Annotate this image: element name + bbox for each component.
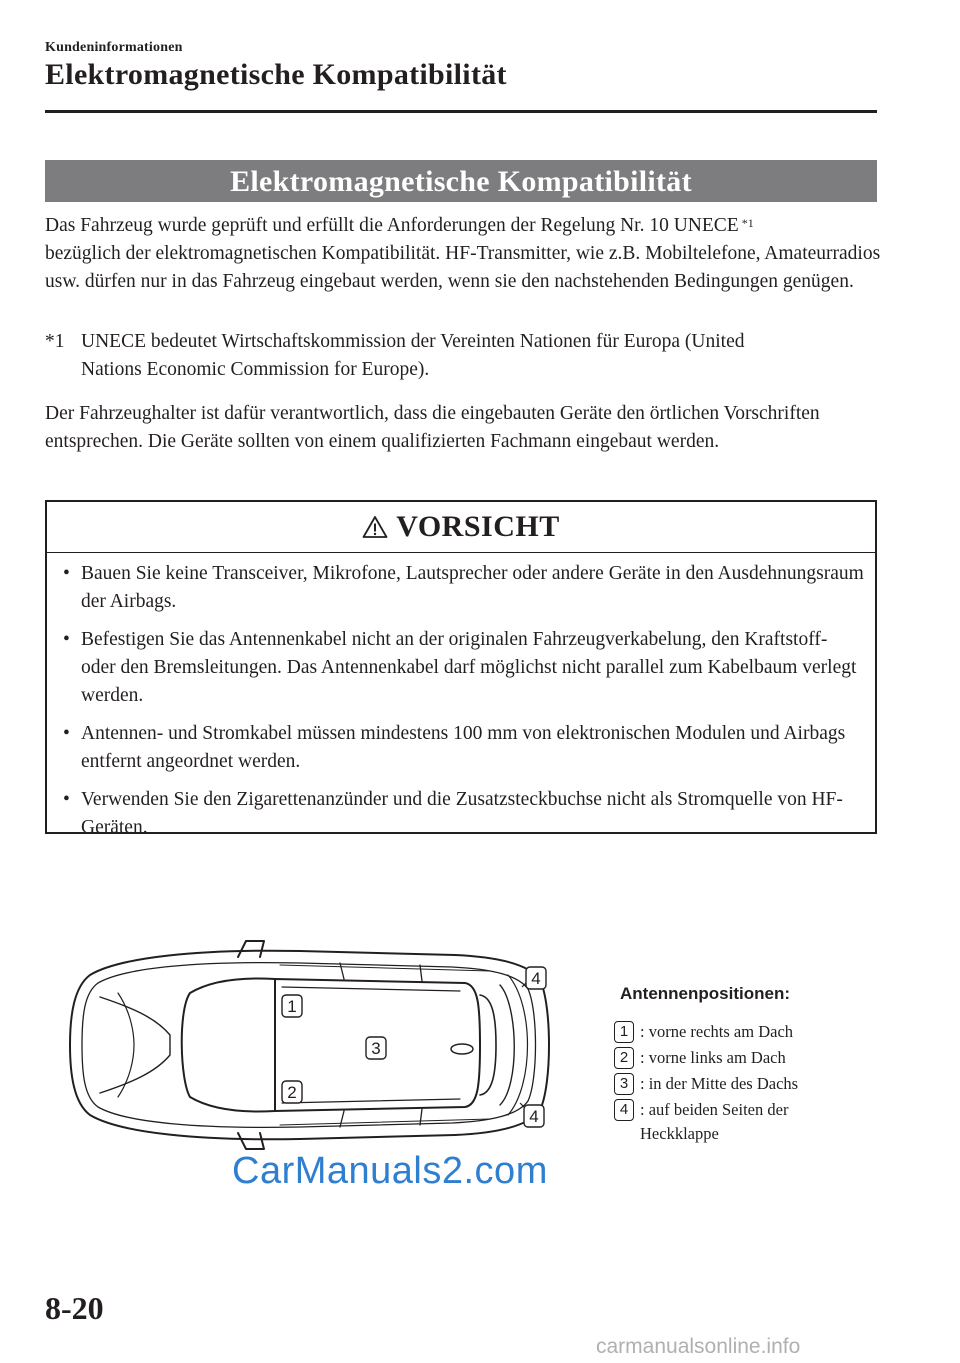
intro-text: Das Fahrzeug wurde geprüft und erfüllt die Anforderungen der Regelung Nr. 10 UNECE (45, 215, 739, 236)
legend-number: 4 (614, 1099, 634, 1121)
running-header-section: Kundeninformationen (45, 40, 183, 55)
legend-text: : vorne links am Dach (640, 1048, 786, 1067)
owner-responsibility-paragraph: Der Fahrzeughalter ist dafür verantwortlich, dass die eingebauten Geräte den örtlichen Vorschriften entsprechen. Die Geräte sollten von einem qualifizierten Fachmann eingebaut werden. (45, 403, 820, 452)
caution-item (47, 626, 875, 710)
side-mirror-right (238, 941, 264, 957)
bullet: • (63, 629, 70, 650)
legend-number: 2 (614, 1047, 634, 1069)
footnote-line-2: Nations Economic Commission for Europe). (81, 359, 430, 380)
shark-fin-antenna (451, 1044, 473, 1054)
legend-item (614, 1098, 894, 1146)
marker-2-label: 2 (287, 1083, 297, 1102)
bullet: • (63, 563, 70, 584)
legend-text: : vorne rechts am Dach (640, 1022, 794, 1041)
caution-list (47, 560, 875, 852)
caution-header (47, 502, 875, 553)
legend-text: : in der Mitte des Dachs (640, 1074, 799, 1093)
footnote-marker: *1 (45, 331, 65, 352)
caution-item (47, 720, 875, 776)
side-mirror-left (238, 1133, 264, 1149)
legend-title: Antennenpositionen: (620, 984, 790, 1003)
intro-text-continued: bezüglich der elektromagnetischen Kompatibilität. HF-Transmitter, wie z.B. Mobiltelefone, Amateurradios usw. dürfen nur in das Fahrzeug eingebaut werden, wenn sie den nachstehenden Bedingungen genügen. (45, 243, 881, 292)
antenna-legend (614, 984, 894, 1148)
marker-3-label: 3 (371, 1039, 381, 1058)
section-title-bar: Elektromagnetische Kompatibilität (45, 160, 877, 202)
legend-number: 3 (614, 1073, 634, 1095)
marker-3 (366, 1037, 386, 1059)
caution-item (47, 560, 875, 616)
caution-item-text: Antennen- und Stromkabel müssen mindestens 100 mm von elektronischen Modulen und Airbags entfernt angeordnet werden. (81, 723, 846, 772)
caution-item-text: Bauen Sie keine Transceiver, Mikrofone, Lautsprecher oder andere Geräte in den Ausdehnungsraum der Airbags. (81, 563, 864, 612)
legend-text: : auf beiden Seiten der Heckklappe (640, 1100, 789, 1143)
footnote (45, 328, 885, 384)
caution-box (45, 500, 877, 838)
marker-4-top (522, 967, 546, 989)
marker-4-bottom-label: 4 (529, 1107, 539, 1126)
caution-item-text: Befestigen Sie das Antennenkabel nicht an der originalen Fahrzeugverkabelung, den Kraftstoff- oder den Bremsleitungen. Das Antennenkabel darf möglichst nicht parallel zum Kabelbaum verlegt werden. (81, 629, 857, 706)
bullet: • (63, 723, 70, 744)
footnote-line-1: UNECE bedeutet Wirtschaftskommission der Vereinten Nationen für Europa (United (81, 331, 745, 352)
caution-item (47, 786, 875, 842)
footer-watermark[interactable]: carmanualsonline.info (596, 1335, 801, 1358)
legend-item (614, 1072, 894, 1096)
marker-4-top-label: 4 (531, 969, 541, 988)
bullet: • (63, 789, 70, 810)
marker-2 (282, 1081, 302, 1103)
footnote-reference: *1 (741, 216, 754, 230)
legend-item (614, 1020, 894, 1044)
marker-1 (282, 995, 302, 1017)
marker-1-label: 1 (287, 997, 297, 1016)
watermark-link[interactable]: CarManuals2.com (232, 1150, 548, 1192)
caution-title: VORSICHT (396, 510, 560, 543)
car-top-view-diagram (60, 935, 560, 1155)
page-number: 8-20 (45, 1290, 104, 1326)
header-rule (45, 110, 877, 113)
legend-item (614, 1046, 894, 1070)
running-header-title: Elektromagnetische Kompatibilität (45, 58, 507, 91)
marker-4-bottom (520, 1103, 544, 1127)
intro-paragraph (45, 212, 885, 296)
windshield (182, 979, 275, 1112)
caution-item-text: Verwenden Sie den Zigarettenanzünder und die Zusatzsteckbuchse nicht als Stromquelle von HF-Geräten. (81, 789, 843, 838)
warning-triangle-icon (362, 515, 388, 539)
legend-number: 1 (614, 1021, 634, 1043)
rear-window (480, 995, 496, 1095)
